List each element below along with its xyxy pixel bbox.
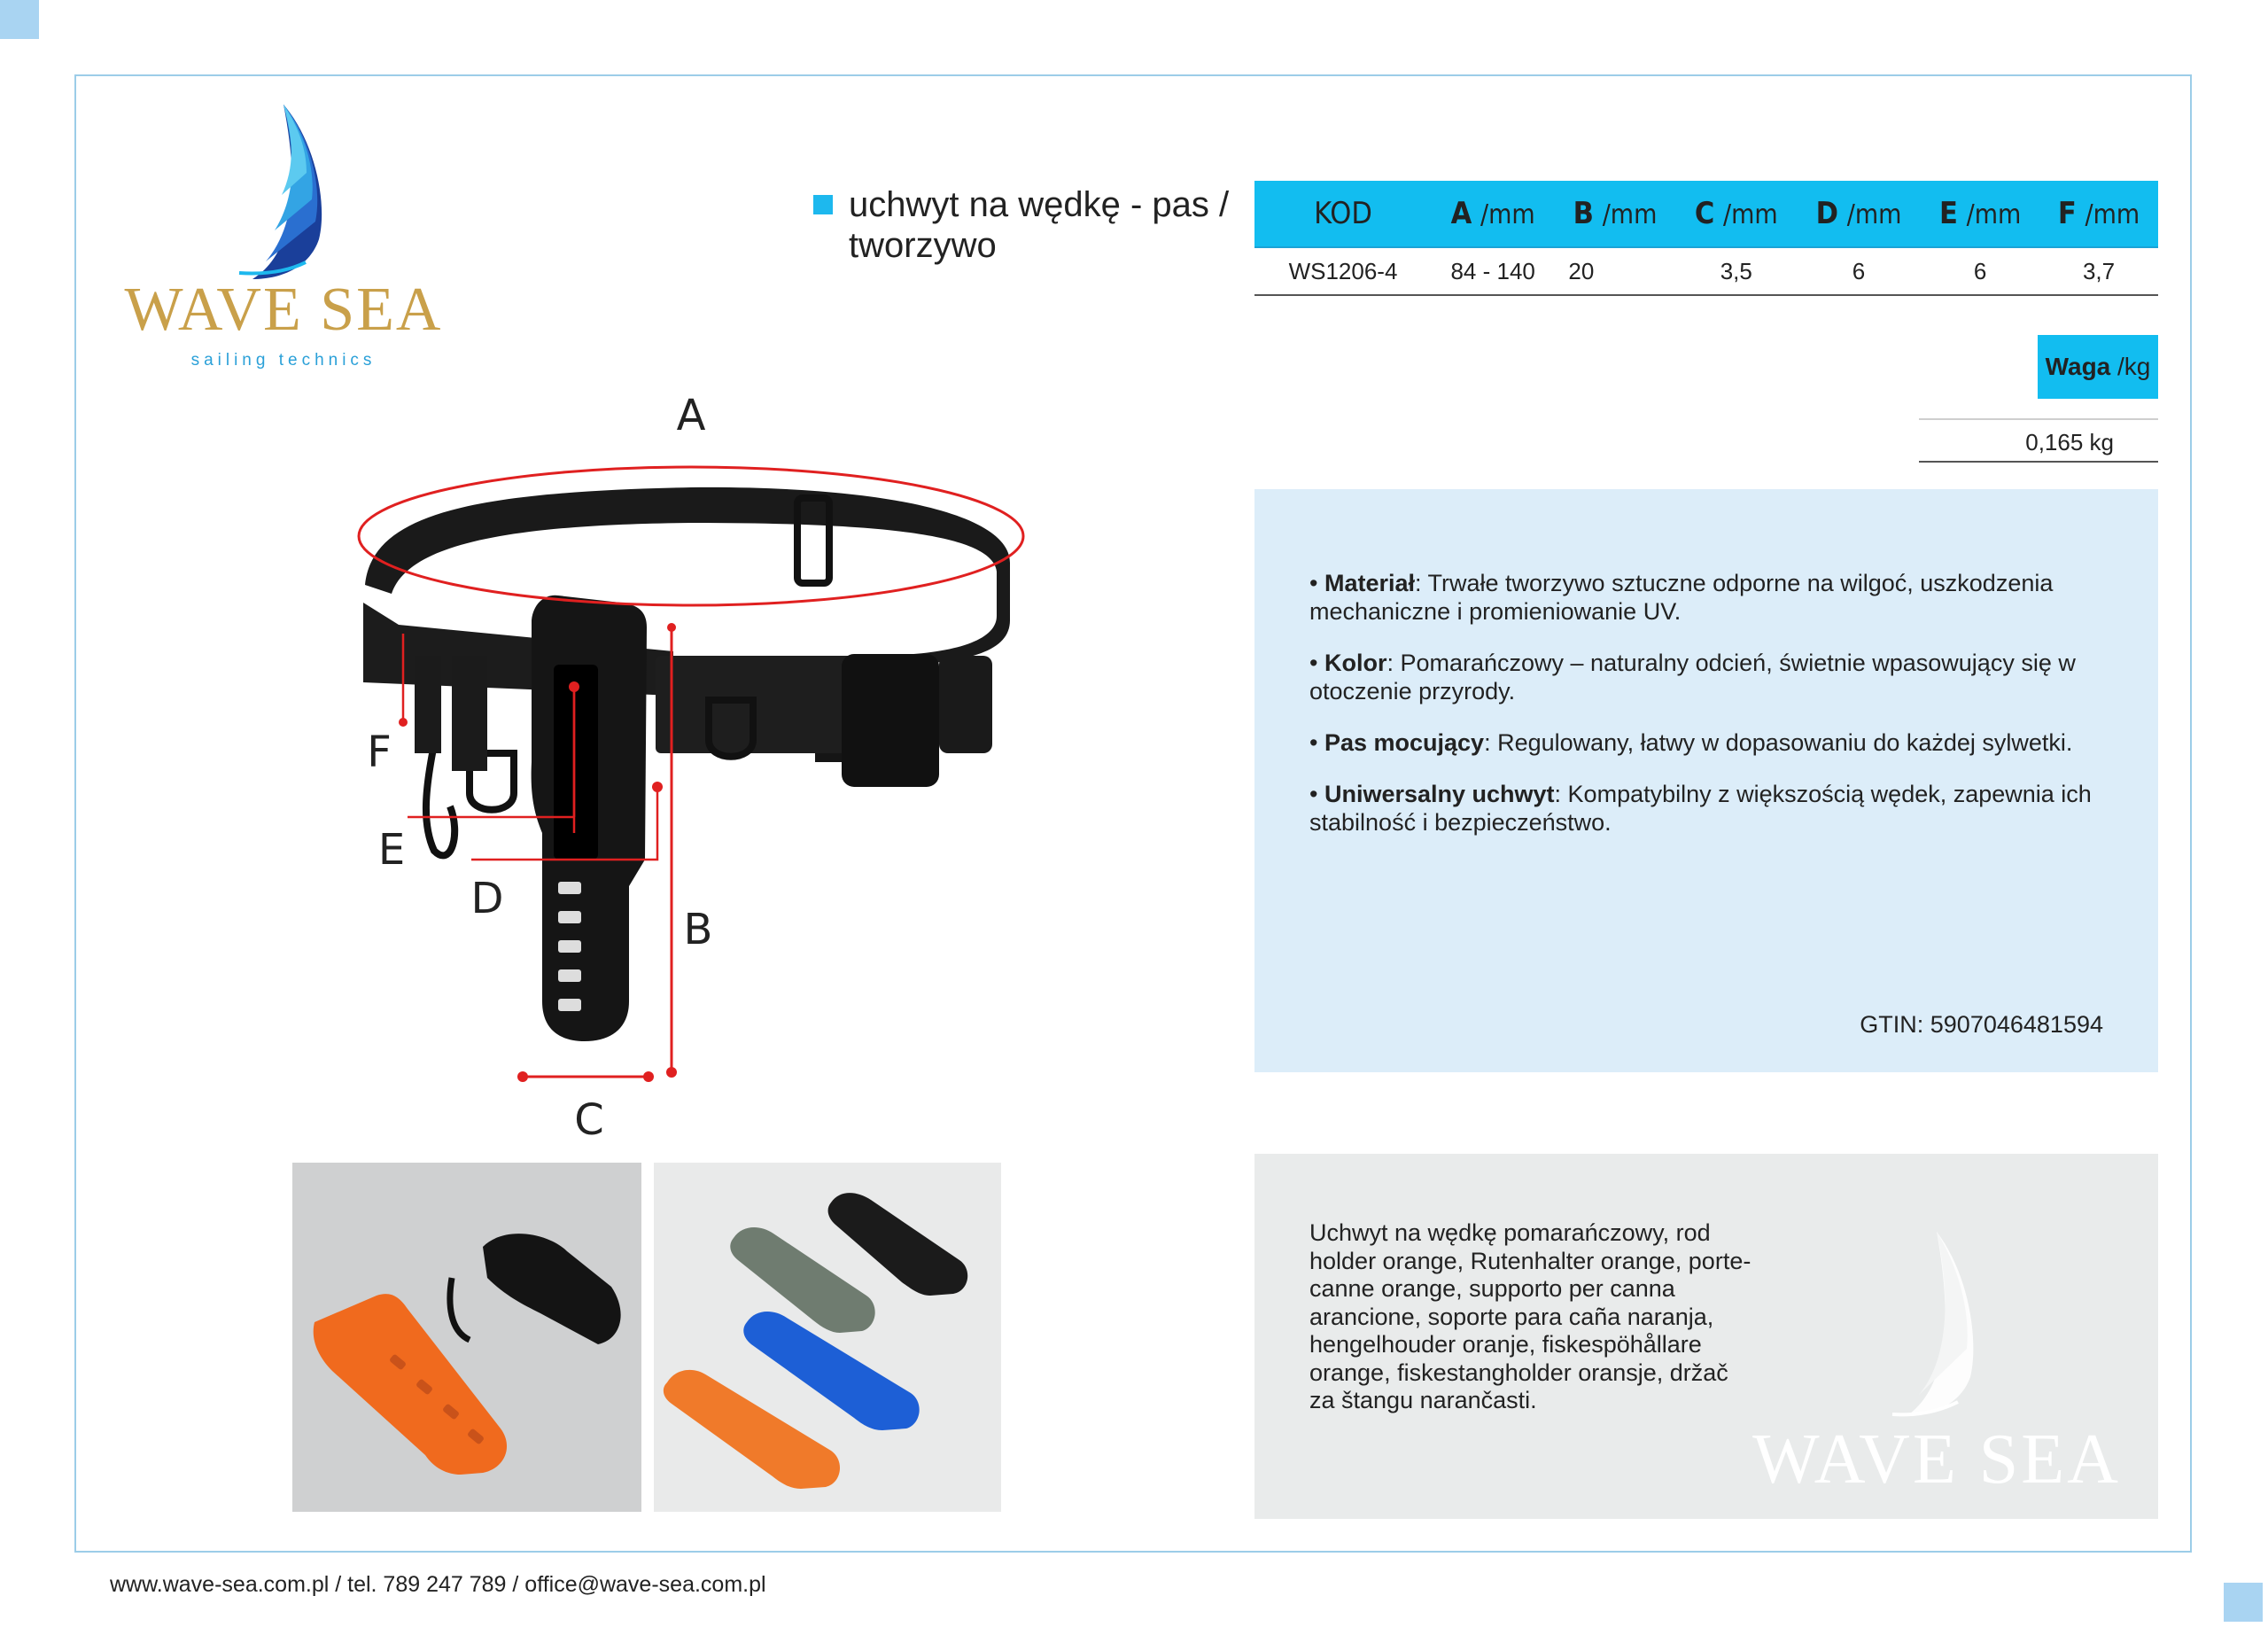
watermark-logo [1751, 1225, 2123, 1508]
belt-strap-mid [656, 656, 868, 753]
description-item: • Materiał: Trwałe tworzywo sztuczne odporne na wilgoć, uszkodzenia mechaniczne i promieniowanie UV. [1309, 570, 2054, 625]
spec-table-header-row [1254, 181, 2158, 247]
strap-loop [452, 656, 487, 771]
description-item: • Uniwersalny uchwyt: Kompatybilny z większością wędek, zapewnia ich stabilność i bezpieczeństwo. [1309, 781, 2092, 836]
corner-square-bottom-right [2224, 1583, 2263, 1622]
weight-value: 0,165 kg [1919, 418, 2158, 463]
product-photo-color-variants [654, 1163, 1001, 1512]
rod-holder-slot [554, 665, 598, 860]
spec-header-d [1797, 181, 1921, 247]
description-term: Materiał [1324, 570, 1416, 596]
description-item: • Kolor: Pomarańczowy – naturalny odcień, świetnie wpasowujący się w otoczenie przyrody. [1309, 650, 2076, 705]
orange-holder [314, 1294, 507, 1475]
dimension-dot [667, 623, 676, 632]
spec-header-a [1432, 181, 1554, 247]
photo-illustration [292, 1163, 641, 1512]
sail-icon [106, 97, 461, 284]
spec-header-letter: C [1694, 196, 1715, 231]
rod-holder-hole [558, 999, 581, 1011]
spec-header-b [1554, 181, 1675, 247]
spec-cell-kod: WS1206-4 [1254, 247, 1432, 295]
brand-logo [106, 97, 461, 381]
black-strap [483, 1234, 621, 1344]
description-text: : Trwałe tworzywo sztuczne odporne na wilgoć, uszkodzenia mechaniczne i promieniowanie UV. [1309, 570, 2054, 625]
multilang-text: Uchwyt na wędkę pomarańczowy, rod holder orange, Rutenhalter orange, porte-canne orange, supporto per canna arancione, soporte para caña naranja, hengelhouder oranje, fiskespöhållare orange, fiskestangholder oransje, držač za štangu narančasti. [1309, 1219, 1751, 1413]
rod-holder-hole [558, 911, 581, 923]
dimension-label-a: A [676, 391, 706, 440]
spec-header-f [2039, 181, 2158, 247]
spec-header-c [1676, 181, 1797, 247]
strap-clip [450, 1278, 470, 1340]
footer-contact: www.wave-sea.com.pl / tel. 789 247 789 / office@wave-sea.com.pl [110, 1572, 766, 1597]
description-item: • Pas mocujący: Regulowany, łatwy w dopasowaniu do każdej sylwetki. [1309, 729, 2073, 756]
dimension-dot [569, 681, 579, 692]
spec-header-unit: /mm [2085, 199, 2140, 230]
dimension-label-e: E [377, 825, 406, 875]
spec-cell-f: 3,7 [2039, 247, 2158, 295]
spec-header-unit: /mm [1723, 199, 1778, 230]
dimension-dot [517, 1071, 528, 1082]
rod-holder-hole [558, 969, 581, 982]
dimension-label-d: D [470, 874, 504, 923]
description-term: Pas mocujący [1324, 729, 1485, 756]
spec-header-unit: /mm [1966, 199, 2022, 230]
product-photo-orange-with-strap [292, 1163, 641, 1512]
spec-header-letter: F [2057, 196, 2077, 231]
photo-illustration [654, 1163, 1001, 1512]
belt-buckle [842, 654, 939, 787]
corner-square-top-left [0, 0, 39, 39]
brand-tagline: sailing technics [190, 351, 377, 370]
weight-label: Waga [2045, 353, 2111, 380]
spec-header-letter: A [1450, 196, 1472, 231]
buckle-release [939, 656, 992, 753]
watermark-brand-name: WAVE SEA [1752, 1421, 2121, 1499]
spec-header-letter: E [1939, 196, 1958, 231]
spec-cell-b: 20 [1554, 247, 1675, 295]
spec-header-unit: /mm [1480, 199, 1535, 230]
spec-header-kod [1254, 181, 1432, 247]
spec-header-e [1921, 181, 2039, 247]
description-panel [1254, 489, 2158, 1072]
product-title: uchwyt na wędkę - pas / tworzywo [849, 185, 1230, 265]
watermark-sail-icon [1751, 1225, 2123, 1428]
description-text: : Pomarańczowy – naturalny odcień, świetnie wpasowujący się w otoczenie przyrody. [1309, 650, 2076, 705]
weight-header [2038, 335, 2158, 399]
spec-cell-a: 84 - 140 [1432, 247, 1554, 295]
spec-table [1254, 181, 2158, 296]
dimension-dot [666, 1067, 677, 1078]
spec-header-unit: /mm [1602, 199, 1658, 230]
dimension-label-c: C [574, 1095, 604, 1145]
black-holder [828, 1193, 968, 1296]
rod-holder-hole [558, 940, 581, 953]
dimension-dot [652, 782, 663, 792]
title-bullet-square [813, 195, 833, 214]
brand-name: WAVE SEA [124, 276, 443, 344]
rod-holder-hole [558, 882, 581, 894]
description-text: : Kompatybilny z większością wędek, zapewnia ich stabilność i bezpieczeństwo. [1309, 781, 2092, 836]
dimension-diagram [337, 390, 1063, 1152]
spec-cell-e: 6 [1921, 247, 2039, 295]
dimension-label-b: B [683, 905, 713, 954]
dimension-label-f: F [367, 728, 392, 777]
spec-header-letter: D [1815, 196, 1839, 231]
description-term: Uniwersalny uchwyt [1324, 781, 1555, 807]
description-text: : Regulowany, łatwy w dopasowaniu do każdej sylwetki. [1484, 729, 2073, 756]
gtin-code: GTIN: 5907046481594 [1860, 1011, 2103, 1038]
clip-hook [426, 744, 454, 855]
spec-cell-c: 3,5 [1676, 247, 1797, 295]
dimension-dot [643, 1071, 654, 1082]
spec-header-letter: KOD [1314, 196, 1372, 231]
spec-header-unit: /mm [1846, 199, 1902, 230]
dimension-dot [399, 718, 408, 727]
spec-table-row [1254, 247, 2158, 295]
multilang-panel [1254, 1154, 2158, 1519]
strap-loop [415, 656, 441, 753]
description-term: Kolor [1324, 650, 1387, 676]
spec-cell-d: 6 [1797, 247, 1921, 295]
spec-header-letter: B [1573, 196, 1594, 231]
weight-unit: /kg [2117, 353, 2151, 380]
